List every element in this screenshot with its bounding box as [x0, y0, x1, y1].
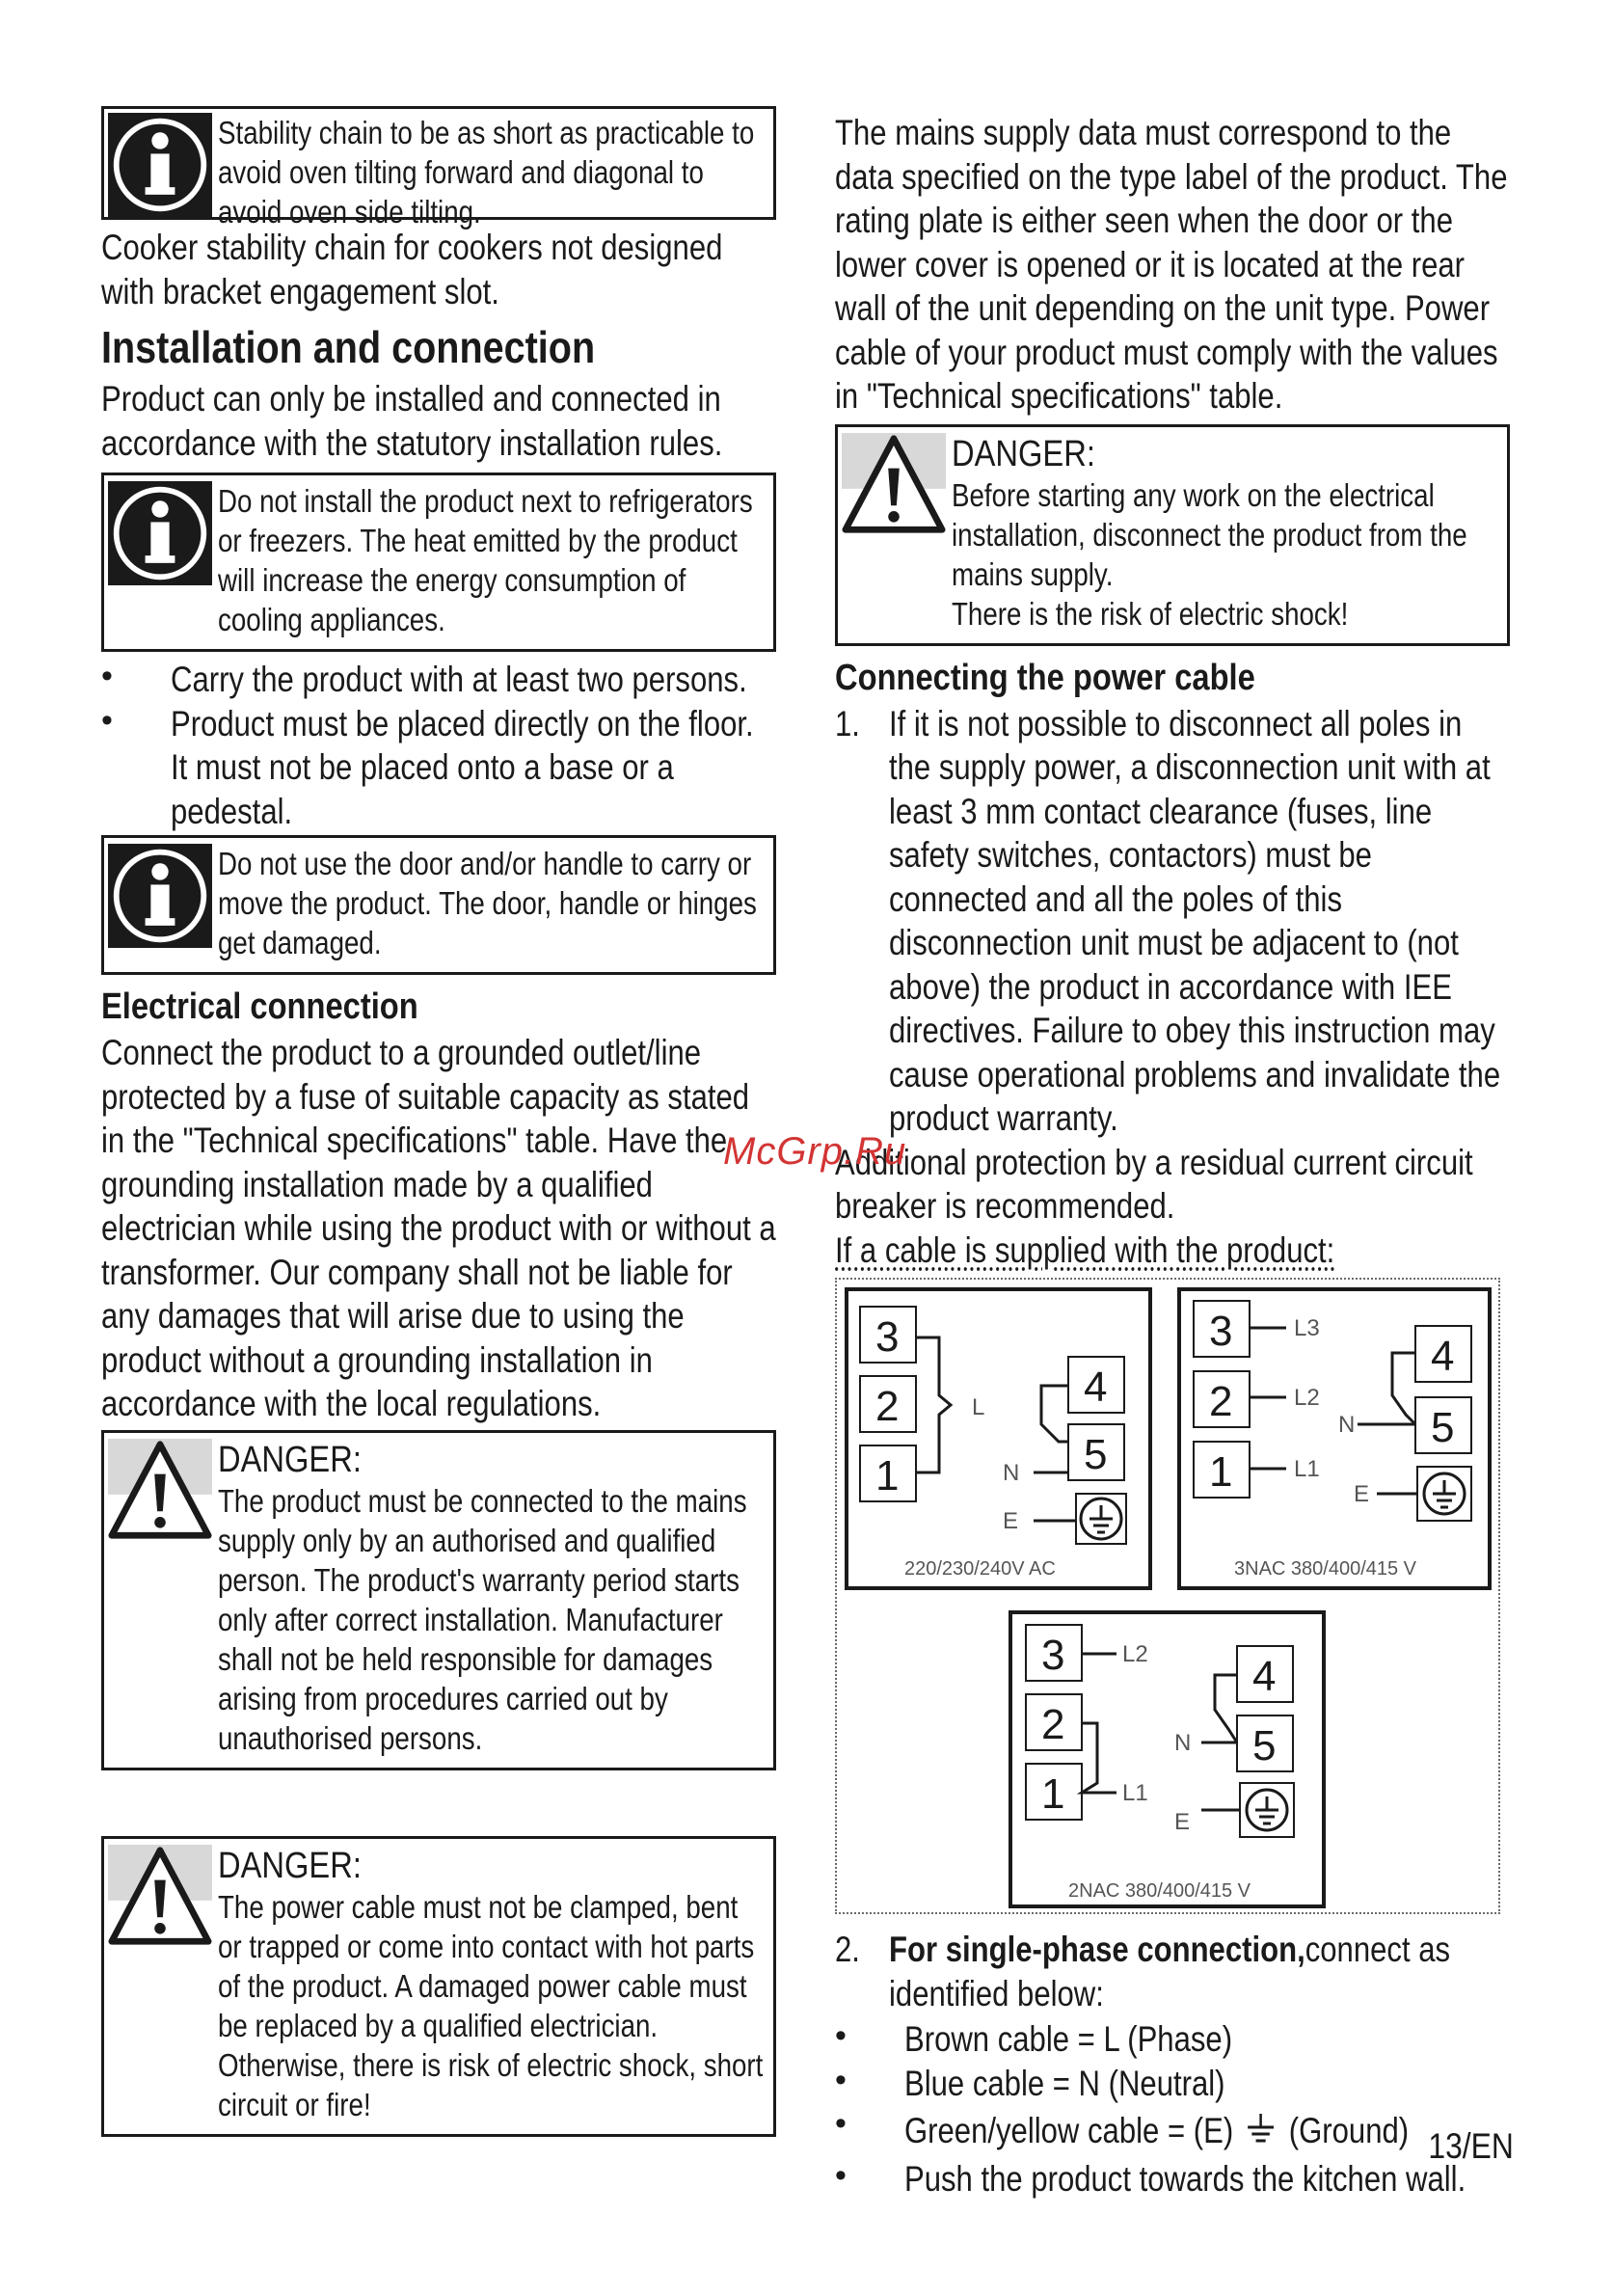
info-icon [108, 844, 212, 948]
terminal-4-label: 4 [1084, 1364, 1108, 1411]
caption-three-phase: 3NAC 380/400/415 V [1234, 1558, 1417, 1580]
info-note-refrigerator [101, 473, 776, 652]
wiring-diagram-svg [837, 1280, 1502, 1916]
step-number: 2. [835, 1930, 860, 1969]
terminal-2-label: 2 [875, 1383, 900, 1430]
label-L3: L3 [1294, 1315, 1320, 1341]
terminal-5-label: 5 [1252, 1722, 1277, 1769]
info-icon [108, 481, 212, 585]
watermark: McGrp.Ru [723, 1130, 907, 1173]
label-E: E [1003, 1508, 1019, 1534]
note-stability-text: Stability chain to be as short as practicable to avoid oven tilting forward and diagonal to avoid oven side tilting. [218, 115, 755, 230]
cable-color-list [835, 2017, 1510, 2201]
step-1-text: If it is not possible to disconnect all poles in the supply power, a disconnection unit with at least 3 mm contact clearance (fuses, line safety switches, contactors) must be connected and all the poles of this disconnection unit must be adjacent to (not above) the product in accordance with IEE directives. Failure to obey this instruction may cause operational problems and invalidate the product warranty. [889, 703, 1501, 1138]
label-L1: L1 [1294, 1456, 1320, 1482]
terminal-4-label: 4 [1252, 1653, 1277, 1700]
list-item: • Push the product towards the kitchen wall. [835, 2157, 1510, 2201]
paragraph-electrical-connection: Connect the product to a grounded outlet/line protected by a fuse of suitable capacity as stated in the "Technical specifications" table. Have the grounding installation made by a qualified electrician while using the product with or without a transformer. Our company shall not be liable for any damages that will arise due to using the product without a grounding installation in accordance with the local regulations. [101, 1033, 776, 1423]
list-item: • Carry the product with at least two persons. [101, 658, 776, 702]
note-refrigerator-text: Do not install the product next to refrigerators or freezers. The heat emitted by the product will increase the energy consumption of cooling appliances. [218, 483, 753, 637]
info-icon [108, 113, 212, 217]
left-column [101, 106, 776, 2143]
warning-icon [108, 1439, 212, 1543]
paragraph-stability-chain: Cooker stability chain for cookers not designed with bracket engagement slot. [101, 228, 723, 311]
danger-power-cable-text: The power cable must not be clamped, bent or trapped or come into contact with hot parts of the product. A damaged power cable must be replaced by a qualified electrician. Otherwise, there is risk of electric shock, short circuit or fire! [218, 1888, 764, 2122]
terminal-1-label: 1 [1209, 1448, 1233, 1496]
info-note-door-handle [101, 835, 776, 975]
label-E: E [1174, 1809, 1191, 1835]
terminal-4-label: 4 [1431, 1333, 1455, 1380]
label-L2: L2 [1122, 1641, 1148, 1667]
paragraph-installation: Product can only be installed and connected in accordance with the statutory installation rules. [101, 379, 723, 463]
label-N: N [1338, 1412, 1356, 1438]
list-item: • Blue cable = N (Neutral) [835, 2062, 1510, 2106]
danger-title: DANGER: [218, 1845, 362, 1886]
terminal-3-label: 3 [1041, 1632, 1065, 1679]
step-2-rest: connect as identified below: [889, 1930, 1451, 2013]
list-item: • Product must be placed directly on the floor. It must not be placed onto a base or a pedestal. [101, 702, 776, 834]
cable-supplied-heading: If a cable is supplied with the product: [835, 1229, 1335, 1270]
danger-disconnect-text: Before starting any work on the electrical installation, disconnect the product from the mains supply. [952, 476, 1467, 592]
terminal-3-label: 3 [1209, 1308, 1233, 1355]
danger-box-authorised [101, 1430, 776, 1770]
danger-shock-text: There is the risk of electric shock! [952, 595, 1349, 632]
heading-installation: Installation and connection [101, 322, 596, 372]
danger-authorised-text: The product must be connected to the mains supply only by an authorised and qualified person. The product's warranty period starts only after correct installation. Manufacturer shall not be held responsible for damages arising from procedures carried out by unauthorised persons. [218, 1482, 747, 1756]
warning-icon [842, 433, 946, 537]
danger-title: DANGER: [952, 433, 1095, 474]
label-E: E [1354, 1481, 1370, 1507]
terminal-2-label: 2 [1209, 1378, 1233, 1425]
list-item [835, 1928, 1510, 2015]
info-note-stability [101, 106, 776, 230]
label-L1: L1 [1122, 1780, 1148, 1806]
right-column [835, 111, 1510, 2203]
caption-single-phase: 220/230/240V AC [904, 1558, 1056, 1580]
terminal-2-label: 2 [1041, 1701, 1065, 1748]
paragraph-rcd: Additional protection by a residual current circuit breaker is recommended. [835, 1142, 1473, 1226]
terminal-5-label: 5 [1084, 1431, 1108, 1478]
terminal-5-label: 5 [1431, 1404, 1455, 1451]
step-2-text [889, 1928, 1510, 2015]
ground-icon [1245, 2112, 1278, 2147]
terminal-3-label: 3 [875, 1313, 900, 1361]
step-2-bold: For single-phase connection, [889, 1930, 1305, 1969]
label-L2: L2 [1294, 1385, 1320, 1411]
label-N: N [1174, 1730, 1192, 1756]
ground-cable-text: Green/yellow cable = (E) [904, 2111, 1234, 2150]
terminal-1-label: 1 [875, 1452, 900, 1499]
danger-box-power-cable [101, 1836, 776, 2137]
note-door-text: Do not use the door and/or handle to carry or move the product. The door, handle or hinges get damaged. [218, 846, 757, 960]
list-item [835, 2105, 1510, 2157]
heading-electrical-connection: Electrical connection [101, 986, 418, 1027]
heading-connecting-power-cable: Connecting the power cable [835, 657, 1255, 698]
label-N: N [1003, 1460, 1020, 1486]
label-L: L [972, 1394, 985, 1420]
wiring-diagram [835, 1278, 1500, 1914]
paragraph-mains-supply: The mains supply data must correspond to the data specified on the type label of the product. The rating plate is either seen when the door or the lower cover is opened or it is located at the rear wall of the unit depending on the unit type. Power cable of your product must comply with the values in "Technical specifications" table. [835, 113, 1508, 416]
terminal-1-label: 1 [1041, 1770, 1065, 1818]
ground-label: (Ground) [1288, 2111, 1410, 2150]
caption-two-phase: 2NAC 380/400/415 V [1068, 1880, 1251, 1902]
list-item: • Brown cable = L (Phase) [835, 2017, 1510, 2062]
steps-list [835, 702, 1510, 1141]
danger-box-electric-shock [835, 424, 1510, 646]
step-number: 1. [835, 703, 860, 743]
danger-title: DANGER: [218, 1439, 362, 1480]
page-number: 13/EN [1428, 2126, 1514, 2166]
steps-list-2 [835, 1928, 1510, 2015]
carry-bullet-list [101, 658, 776, 833]
list-item [835, 702, 1510, 1141]
warning-icon [108, 1845, 212, 1949]
